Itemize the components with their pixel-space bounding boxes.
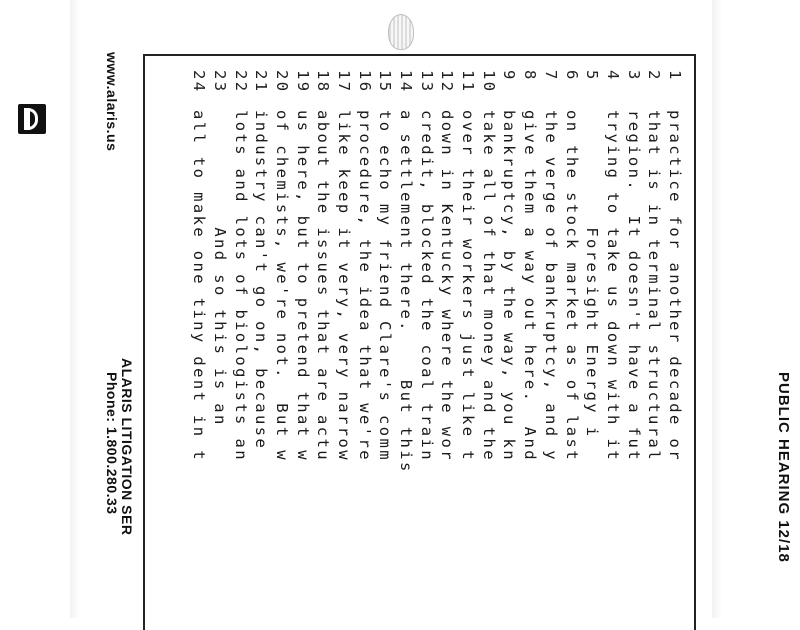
line-number: 22 xyxy=(231,70,250,94)
transcript-line xyxy=(623,70,644,630)
line-text: credit, blocked the coal train xyxy=(417,110,436,462)
transcript-line xyxy=(644,70,665,630)
line-text: a settlement there. But this xyxy=(397,110,416,474)
transcript-line xyxy=(602,70,623,630)
transcript-line xyxy=(561,70,582,630)
transcript-line xyxy=(395,70,416,630)
line-text: like keep it very, very narrow xyxy=(335,110,353,462)
transcript-line xyxy=(478,70,499,630)
line-text: down in Kentucky where the wor xyxy=(438,110,457,462)
line-text: region. It doesn't have a fut xyxy=(624,110,643,462)
line-text: lots and lots of biologists an xyxy=(231,110,250,462)
transcript-lines xyxy=(189,70,686,630)
footer-phone: Phone: 1.800.280.33 xyxy=(104,372,120,515)
line-text: us here, but to pretend that w xyxy=(293,110,312,462)
line-text: take all of that money and the xyxy=(479,110,498,462)
line-number: 6 xyxy=(562,70,581,82)
line-text: And so this is an xyxy=(210,110,229,427)
transcript-line xyxy=(499,70,520,630)
line-number: 3 xyxy=(624,70,643,82)
transcript-line xyxy=(230,70,251,630)
transcript-line xyxy=(416,70,437,630)
line-text: practice for another decade or xyxy=(666,110,684,462)
footer-website: www.alaris.us xyxy=(104,52,120,152)
line-number: 21 xyxy=(252,70,271,94)
line-text: trying to take us down with it xyxy=(603,110,622,462)
line-number: 14 xyxy=(397,70,416,94)
transcript-line xyxy=(520,70,541,630)
transcript-line xyxy=(209,70,230,630)
line-number: 1 xyxy=(666,70,684,82)
line-number: 24 xyxy=(190,70,209,94)
line-number: 19 xyxy=(293,70,312,94)
transcript-line xyxy=(375,70,396,630)
line-number: 2 xyxy=(645,70,664,82)
line-number: 16 xyxy=(355,70,374,94)
line-number: 9 xyxy=(500,70,519,82)
line-text: about the issues that are actu xyxy=(314,110,333,462)
transcript-line xyxy=(540,70,561,630)
line-number: 7 xyxy=(541,70,560,82)
transcript-line xyxy=(354,70,375,630)
line-text: that is in terminal structural xyxy=(645,110,664,462)
line-number: 8 xyxy=(521,70,540,82)
line-number: 12 xyxy=(438,70,457,94)
transcript-line xyxy=(437,70,458,630)
transcript-line xyxy=(313,70,334,630)
transcript-line xyxy=(582,70,603,630)
line-text: industry can't go on, because xyxy=(252,110,271,451)
transcript-line xyxy=(664,70,685,630)
line-number: 17 xyxy=(335,70,353,94)
line-number: 23 xyxy=(210,70,229,94)
line-text: give them a way out here. And xyxy=(521,110,540,462)
transcript-line xyxy=(189,70,210,630)
line-number: 18 xyxy=(314,70,333,94)
line-number: 13 xyxy=(417,70,436,94)
line-number: 5 xyxy=(583,70,602,82)
line-text: procedure, the idea that we're xyxy=(355,110,374,462)
line-text: Foresight Energy i xyxy=(583,110,602,439)
line-text: of chemists, we're not. But w xyxy=(272,110,291,462)
transcript-line xyxy=(333,70,354,630)
line-number: 11 xyxy=(459,70,478,94)
line-number: 10 xyxy=(479,70,498,94)
page-header: PUBLIC HEARING 12/18 xyxy=(775,372,792,563)
transcript-line xyxy=(457,70,478,630)
transcript-line xyxy=(292,70,313,630)
line-number: 15 xyxy=(376,70,395,94)
line-number: 20 xyxy=(272,70,291,94)
line-text: all to make one tiny dent in t xyxy=(190,110,209,462)
footer-company: ALARIS LITIGATION SER xyxy=(119,358,135,536)
line-text: the verge of bankruptcy, and y xyxy=(541,110,560,462)
transcript-line xyxy=(271,70,292,630)
line-number: 4 xyxy=(603,70,622,82)
transcript-line xyxy=(251,70,272,630)
line-text: bankruptcy, by the way, you kn xyxy=(500,110,519,462)
line-text: over their workers just like t xyxy=(459,110,478,462)
line-text: on the stock market as of last xyxy=(562,110,581,462)
line-text: to echo my friend Clare's comm xyxy=(376,110,395,462)
